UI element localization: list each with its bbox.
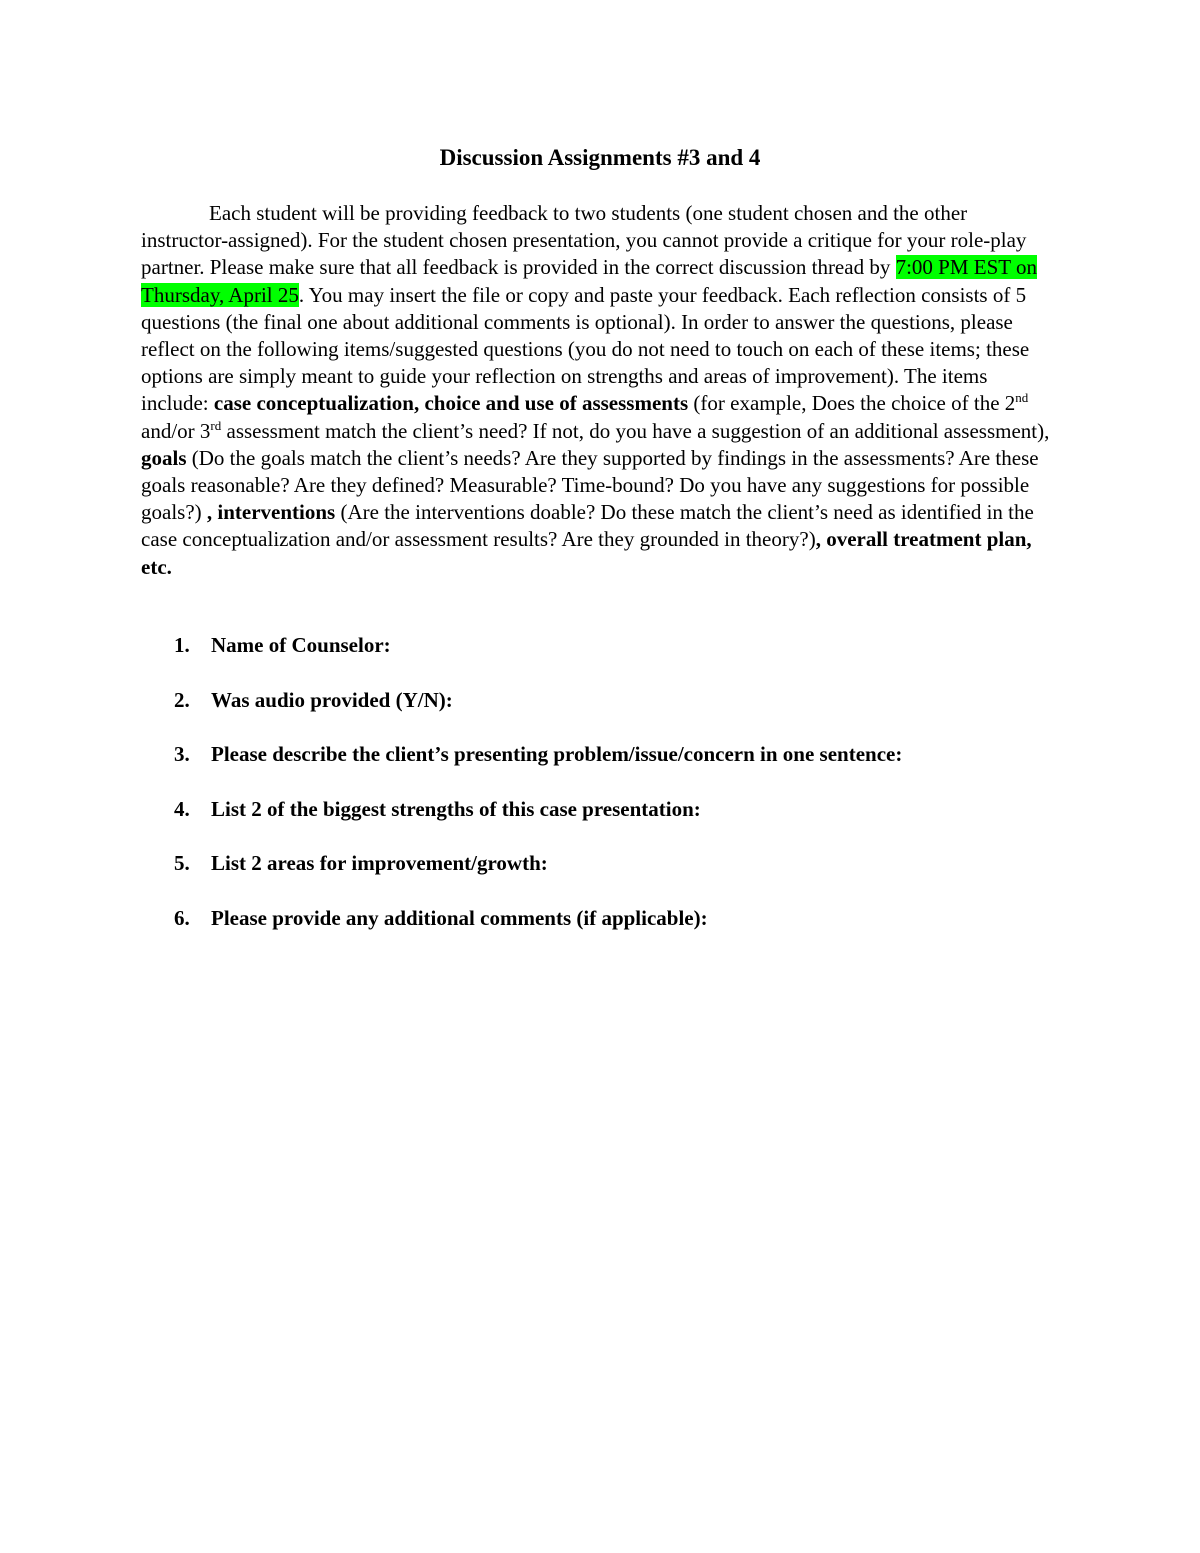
question-number: 4. <box>174 796 190 821</box>
question-item <box>141 794 1101 849</box>
question-text: Name of Counselor: <box>211 633 391 657</box>
question-text: List 2 of the biggest strengths of this case presentation: <box>211 796 701 821</box>
question-number: 3. <box>174 742 190 766</box>
document-title: Discussion Assignments #3 and 4 <box>439 145 761 170</box>
superscript-rd: rd <box>210 417 222 433</box>
bold-term-treatment-plan: , overall treatment plan, etc. <box>141 527 1032 579</box>
question-item <box>141 630 1101 685</box>
text-run: . You may insert the file or copy and paste your feedback. Each reflection consists of 5 questions (the final one about additional comments is optional). In order to answer the questions, please reflect on the following items/suggested questions (you do not need to touch on each of these items; these options are simply meant to guide your reflection on strengths and areas of improvement). The items include: <box>141 282 1030 416</box>
question-number: 6. <box>174 905 190 930</box>
superscript-nd: nd <box>1015 390 1029 406</box>
question-text: List 2 areas for improvement/growth: <box>211 851 548 875</box>
bold-term-interventions: , interventions <box>206 500 336 525</box>
bold-term-goals: goals <box>141 445 187 470</box>
question-number: 5. <box>174 851 190 875</box>
text-run: (for example, Does the choice of the 2 <box>688 391 1016 416</box>
deadline-highlight: 7:00 PM EST on Thursday, April 25 <box>141 255 1037 307</box>
question-item <box>141 685 1101 740</box>
text-run: Each student will be providing feedback to two students (one student chosen and the other instructor-assigned). For the student chosen presentation, you cannot provide a critique for your role-play partner. Please make sure that all feedback is provided in the correct discussion thread by <box>141 201 1027 280</box>
instructions-paragraph <box>141 200 1056 581</box>
question-item <box>141 903 1101 958</box>
question-item <box>141 739 1101 794</box>
question-number: 2. <box>174 687 190 712</box>
question-number: 1. <box>174 633 190 657</box>
question-text: Please provide any additional comments (if applicable): <box>211 905 708 930</box>
text-run: (Do the goals match the client’s needs? Are they supported by findings in the assessments? Are these goals reasonable? Are they defined? Measurable? Time-bound? Do you have any suggestions for possible goals?) <box>141 445 1039 525</box>
question-text: Please describe the client’s presenting problem/issue/concern in one sentence: <box>211 742 903 766</box>
text-run: and/or 3 <box>141 418 211 443</box>
question-text: Was audio provided (Y/N): <box>211 687 453 712</box>
text-run: assessment match the client’s need? If not, do you have a suggestion of an additional assessment), <box>221 418 1050 443</box>
bold-term-case-conceptualization: case conceptualization, choice and use of assessments <box>213 391 689 416</box>
question-item <box>141 848 1101 903</box>
text-run: (Are the interventions doable? Do these match the client’s need as identified in the case conceptualization and/or assessment results? Are they grounded in theory?) <box>141 500 1034 552</box>
question-list <box>141 630 1101 957</box>
